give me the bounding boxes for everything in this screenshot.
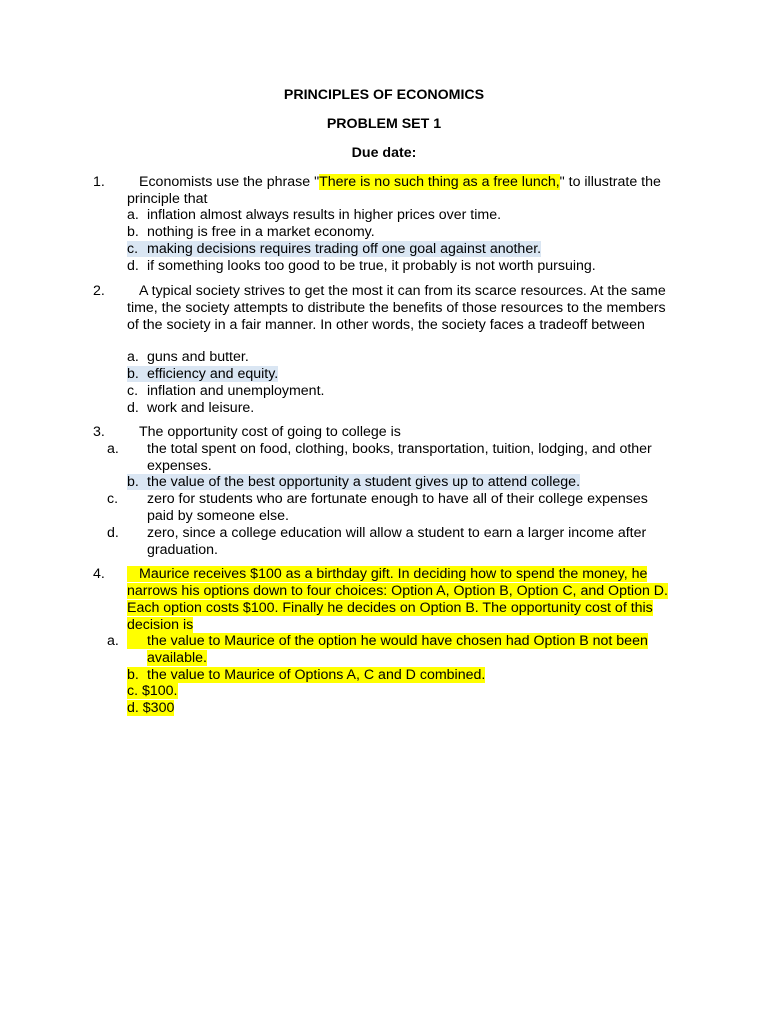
question-4-option-b: b. the value to Maurice of Options A, C and D combined. [127,667,486,683]
question-1-highlight: There is no such thing as a free lunch, [319,174,560,190]
question-1-text-before: Economists use the phrase " [139,174,320,190]
question-1-option-d: d. if something looks too good to be true, it probably is not worth pursuing. [127,258,596,274]
question-3-text: The opportunity cost of going to college is [139,424,401,440]
question-4-number: 4. [93,566,105,582]
question-4-text: Maurice receives $100 as a birthday gift. In deciding how to spend the money, he narrows his options down to four choices: Option A, Option B, Option C, and Option D. Each option costs $100. Finally he decides on Option B. The opportunity cost of this decision is [127,566,668,633]
question-2-option-b: b. efficiency and equity. [127,366,279,382]
question-3-option-b: b. the value of the best opportunity a student gives up to attend college. [127,474,581,490]
question-1-option-b: b. nothing is free in a market economy. [127,224,375,240]
document-subtitle: PROBLEM SET 1 [326,116,442,132]
question-1-number: 1. [93,174,105,190]
question-1-option-c: c. making decisions requires trading off one goal against another. [127,241,542,257]
question-2-number: 2. [93,283,105,299]
question-2-text: A typical society strives to get the most it can from its scarce resources. At the same time, the society attempts to distribute the benefits of those resources to the members of the society in a fair manner. In other words, the society faces a tradeoff between [127,283,666,333]
question-1-text [127,174,675,208]
question-3-option-d: d. zero, since a college education will allow a student to earn a larger income after graduation. [107,525,647,558]
question-1-option-a: a. inflation almost always results in higher prices over time. [127,207,502,223]
document-title: PRINCIPLES OF ECONOMICS [283,87,485,103]
question-4-option-c: c. $100. [127,683,178,699]
question-4-option-d: d. $300 [127,700,175,716]
question-4-option-a: a. the value to Maurice of the option he would have chosen had Option B not been available. [107,633,648,666]
question-2-option-d: d. work and leisure. [127,400,255,416]
question-1-text-after: " to illustrate the principle that [127,174,661,207]
question-3-option-c: c. zero for students who are fortunate enough to have all of their college expenses paid by someone else. [107,491,648,524]
due-date: Due date: [351,145,417,161]
question-3-number: 3. [93,424,105,440]
question-2-option-a: a. guns and butter. [127,349,249,365]
question-2-option-c: c. inflation and unemployment. [127,383,325,399]
question-3-option-a: a. the total spent on food, clothing, books, transportation, tuition, lodging, and other expenses. [107,441,652,474]
